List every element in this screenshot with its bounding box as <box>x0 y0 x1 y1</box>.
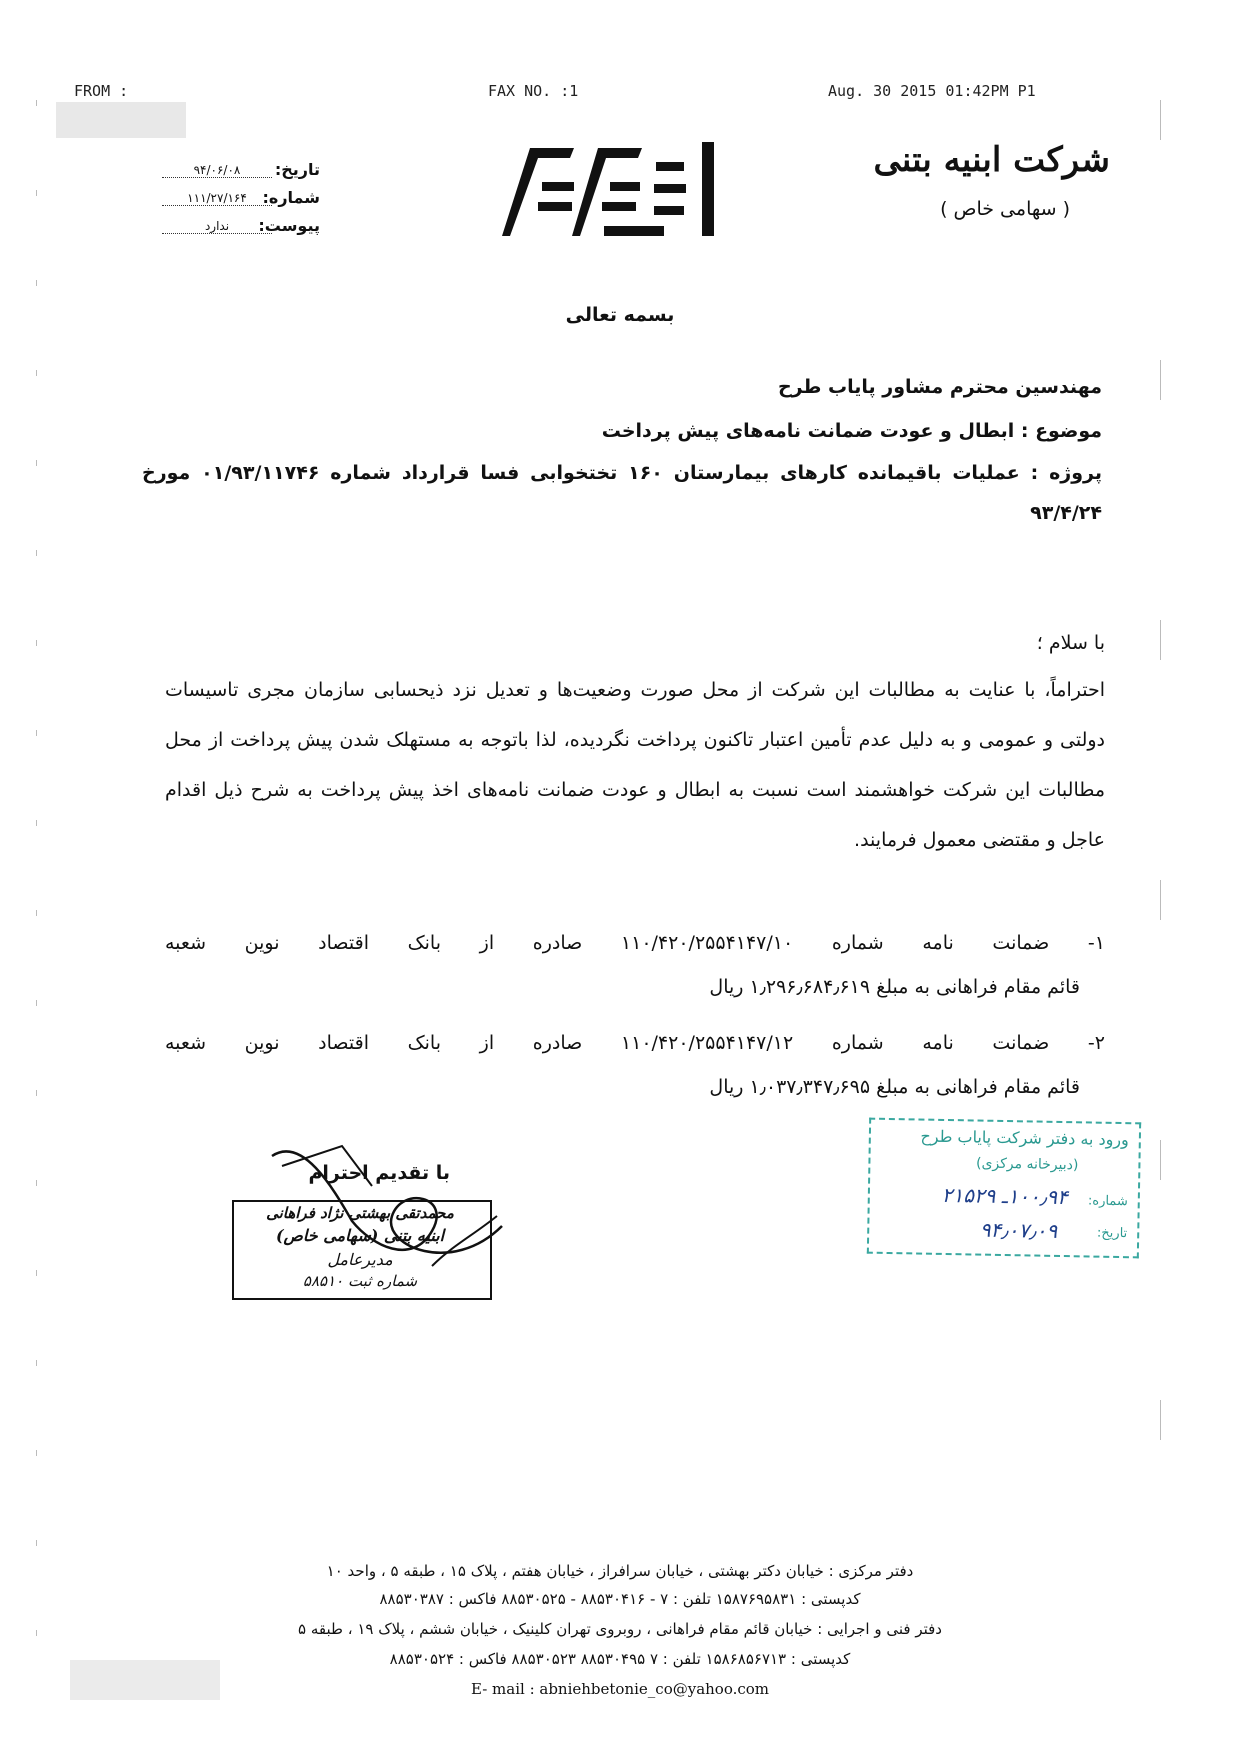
date-label: تاریخ: <box>274 160 320 179</box>
scan-noise <box>56 102 186 138</box>
project-line-2: ۹۳/۴/۲۴ <box>1030 502 1102 524</box>
meta-block <box>0 160 320 240</box>
scan-edge-left <box>36 100 37 1660</box>
scan-edge-right <box>1160 100 1161 1660</box>
recipient: مهندسین محترم مشاور پایاب طرح <box>777 376 1102 398</box>
fax-date-page: Aug. 30 2015 01:42PM P1 <box>828 82 1036 100</box>
fax-number: FAX NO. :1 <box>488 82 579 100</box>
guarantee-item-1: ۱- ضمانت نامه شماره ۱۱۰/۴۲۰/۲۵۵۴۱۴۷/۱۰ صادره از بانک اقتصاد نوین شعبه <box>165 932 1105 954</box>
closing: با تقدیم احترام <box>308 1162 450 1184</box>
attachment-value: ندارد <box>162 219 272 234</box>
footer-address-2: دفتر فنی و اجرایی : خیابان قائم مقام فراهانی ، روبروی تهران کلینیک ، خیابان ششم ، پلاک ۱۹ ، طبقه ۵ <box>298 1620 942 1638</box>
received-stamp <box>867 1118 1141 1259</box>
body-paragraph: احتراماً، با عنایت به مطالبات این شرکت از محل صورت وضعیت‌ها و تعدیل نزد ذیحسابی سازمان مجری تاسیسات دولتی و عمومی و به دلیل عدم تأمین اعتبار تاکنون پرداخت نگردیده، لذا باتوجه به مستهلک شدن پیش پرداخت از محل مطالبات این شرکت خواهشمند است نسبت به ابطال و عودت ضمانت نامه‌های اخذ پیش پرداخت به شرح ذیل اقدام عاجل و مقتضی معمول فرمایند. <box>165 679 1105 851</box>
footer-email: E- mail : abniehbetonie_co@yahoo.com <box>470 1680 770 1698</box>
meta-attachment <box>120 216 320 238</box>
company-registration: شماره ثبت ۵۸۵۱۰ <box>302 1272 418 1290</box>
subject: موضوع : ابطال و عودت ضمانت نامه‌های پیش پرداخت <box>601 420 1102 442</box>
number-value: ۱۱۱/۲۷/۱۶۴ <box>162 191 272 206</box>
signatory-name: محمدتقی بهشتی نژاد فراهانی <box>266 1204 454 1222</box>
scan-noise-bottom <box>70 1660 220 1700</box>
date-value: ۹۴/۰۶/۰۸ <box>162 163 272 178</box>
signatory-company: ابنیه بتنی (سهامی خاص) <box>275 1226 445 1245</box>
company-type: ( سهامی خاص ) <box>940 198 1070 220</box>
stamp-date-label: تاریخ: <box>1096 1225 1128 1242</box>
signatory-title: مدیرعامل <box>327 1250 393 1269</box>
stamp-line-2: (دبیرخانه مرکزی) <box>975 1155 1079 1174</box>
stamp-number-label: شماره: <box>1087 1193 1128 1210</box>
greeting: با سلام ؛ <box>1036 632 1105 654</box>
meta-number <box>120 188 320 210</box>
project-line-1: پروژه : عملیات باقیمانده کارهای بیمارستان ۱۶۰ تختخوابی فسا قرارداد شماره ۰۱/۹۳/۱۱۷۴۶ مورخ <box>142 462 1103 484</box>
bismillah: بسمه تعالی <box>565 304 675 326</box>
company-logo <box>502 142 728 242</box>
fax-from: FROM : <box>74 82 129 100</box>
footer-contact-1: کدپستی : ۱۵۸۷۶۹۵۸۳۱ تلفن : ۷ - ۸۸۵۳۰۴۱۶ - ۸۸۵۳۰۵۲۵ فاکس : ۸۸۵۳۰۳۸۷ <box>379 1590 861 1608</box>
guarantee-item-1-amount: قائم مقام فراهانی به مبلغ ۱٫۲۹۶٫۶۸۴٫۶۱۹ ریال <box>709 976 1080 998</box>
guarantee-item-2: ۲- ضمانت نامه شماره ۱۱۰/۴۲۰/۲۵۵۴۱۴۷/۱۲ صادره از بانک اقتصاد نوین شعبه <box>165 1032 1105 1054</box>
meta-date <box>120 160 320 182</box>
stamp-date-value: ۹۴٫۰۷٫۰۹ <box>979 1217 1058 1243</box>
handwritten-signature <box>262 1126 512 1306</box>
company-name: شرکت ابنیه بتنی <box>873 140 1110 180</box>
guarantee-item-2-amount: قائم مقام فراهانی به مبلغ ۱٫۰۳۷٫۳۴۷٫۶۹۵ ریال <box>709 1076 1080 1098</box>
stamp-line-1: ورود به دفتر شرکت پایاب طرح <box>920 1126 1130 1150</box>
footer-address-1: دفتر مرکزی : خیابان دکتر بهشتی ، خیابان سرافراز ، خیابان هفتم ، پلاک ۱۵ ، طبقه ۵ ، واحد ۱۰ <box>326 1562 914 1580</box>
footer-contact-2: کدپستی : ۱۵۸۶۸۵۶۷۱۳ تلفن : ۷ ۸۸۵۳۰۴۹۵ ۸۸۵۳۰۵۲۳ فاکس : ۸۸۵۳۰۵۲۴ <box>389 1650 851 1668</box>
attachment-label: پیوست: <box>258 216 320 235</box>
stamp-number-value: ۱۰۰٫۹۴ـ ۲۱۵۲۹ <box>941 1182 1069 1210</box>
number-label: شماره: <box>262 188 320 207</box>
